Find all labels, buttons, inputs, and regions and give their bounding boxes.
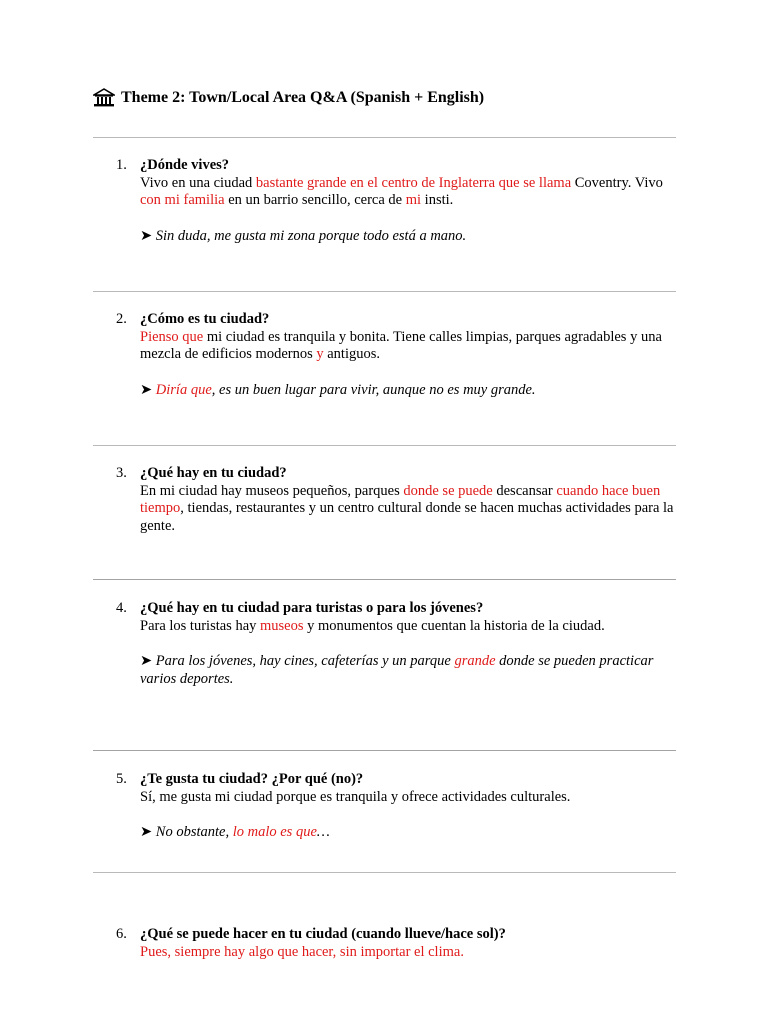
highlighted-phrase: donde se puede bbox=[403, 482, 493, 499]
question-text: ¿Qué hay en tu ciudad? bbox=[140, 465, 287, 481]
text-run: Vivo en una ciudad bbox=[140, 174, 256, 191]
highlighted-phrase: grande bbox=[454, 653, 496, 669]
arrow-bullet-icon: ➤ bbox=[140, 381, 156, 398]
text-run: mi ciudad es tranquila y bonita. Tiene calles limpias, parques agradables y una mezcla de edificios modernos bbox=[140, 328, 662, 362]
question-text: ¿Te gusta tu ciudad? ¿Por qué (no)? bbox=[140, 771, 364, 787]
text-run: y monumentos que cuentan la historia de la ciudad. bbox=[303, 617, 605, 634]
answer-text bbox=[140, 618, 680, 636]
question-text: ¿Qué se puede hacer en tu ciudad (cuando llueve/hace sol)? bbox=[140, 926, 506, 942]
question-number: 3. bbox=[116, 465, 127, 481]
note-text bbox=[140, 382, 680, 400]
highlighted-phrase: y bbox=[316, 346, 324, 362]
text-run: descansar bbox=[492, 482, 557, 499]
note-text bbox=[140, 228, 680, 246]
answer-text bbox=[140, 944, 680, 962]
answer-text bbox=[140, 175, 680, 210]
highlighted-phrase: Pues, siempre hay algo que hacer, sin importar el clima. bbox=[140, 943, 464, 960]
answer-text bbox=[140, 329, 680, 364]
divider bbox=[93, 445, 676, 446]
question-number: 1. bbox=[116, 157, 127, 173]
highlighted-phrase: mi bbox=[405, 192, 422, 208]
text-run: donde se pueden practicar varios deportes. bbox=[140, 653, 654, 687]
text-run: Para los turistas hay bbox=[140, 617, 261, 634]
divider bbox=[93, 137, 676, 138]
arrow-bullet-icon: ➤ bbox=[140, 824, 156, 840]
answer-text bbox=[140, 789, 680, 807]
note-text bbox=[140, 653, 680, 688]
highlighted-phrase: con mi familia bbox=[140, 192, 225, 208]
text-run: Coventry. Vivo bbox=[571, 174, 663, 191]
divider bbox=[93, 579, 676, 580]
text-run: Para los jóvenes, hay cines, cafeterías y un parque bbox=[155, 653, 455, 669]
question-number: 4. bbox=[116, 600, 127, 616]
text-run: Sí, me gusta mi ciudad porque es tranquila y ofrece actividades culturales. bbox=[140, 788, 571, 805]
highlighted-phrase: Pienso que bbox=[140, 328, 204, 345]
text-run: Sin duda, me gusta mi zona porque todo está a mano. bbox=[155, 227, 467, 244]
highlighted-phrase: Diría que bbox=[155, 381, 212, 398]
highlighted-phrase: cuando hace buen tiempo bbox=[140, 482, 661, 516]
text-run: No obstante, bbox=[155, 824, 233, 840]
question-text: ¿Qué hay en tu ciudad para turistas o para los jóvenes? bbox=[140, 600, 484, 616]
divider bbox=[93, 291, 676, 292]
text-run: en un barrio sencillo, cerca de bbox=[224, 192, 406, 208]
text-run: … bbox=[316, 824, 330, 840]
question-text: ¿Dónde vives? bbox=[140, 157, 230, 173]
highlighted-phrase: bastante grande en el centro de Inglaterra que se llama bbox=[255, 174, 572, 191]
arrow-bullet-icon: ➤ bbox=[140, 653, 156, 669]
text-run: En mi ciudad hay museos pequeños, parques bbox=[140, 482, 404, 499]
text-run: , tiendas, restaurantes y un centro cultural donde se hacen muchas actividades para la gente. bbox=[140, 500, 674, 534]
note-text bbox=[140, 824, 680, 842]
divider bbox=[93, 872, 676, 873]
highlighted-phrase: museos bbox=[260, 617, 304, 634]
text-run: , es un buen lugar para vivir, aunque no es muy grande. bbox=[211, 381, 536, 398]
question-number: 6. bbox=[116, 926, 127, 942]
arrow-bullet-icon: ➤ bbox=[140, 227, 156, 244]
question-text: ¿Cómo es tu ciudad? bbox=[140, 311, 270, 327]
question-number: 2. bbox=[116, 311, 127, 327]
answer-text bbox=[140, 483, 680, 536]
title-text: Theme 2: Town/Local Area Q&A (Spanish + English) bbox=[121, 89, 485, 106]
text-run: antiguos. bbox=[323, 346, 380, 362]
highlighted-phrase: lo malo es que bbox=[232, 824, 317, 840]
text-run: insti. bbox=[421, 192, 454, 208]
museum-icon bbox=[93, 88, 115, 108]
document-title bbox=[93, 88, 484, 108]
divider bbox=[93, 750, 676, 751]
question-number: 5. bbox=[116, 771, 127, 787]
